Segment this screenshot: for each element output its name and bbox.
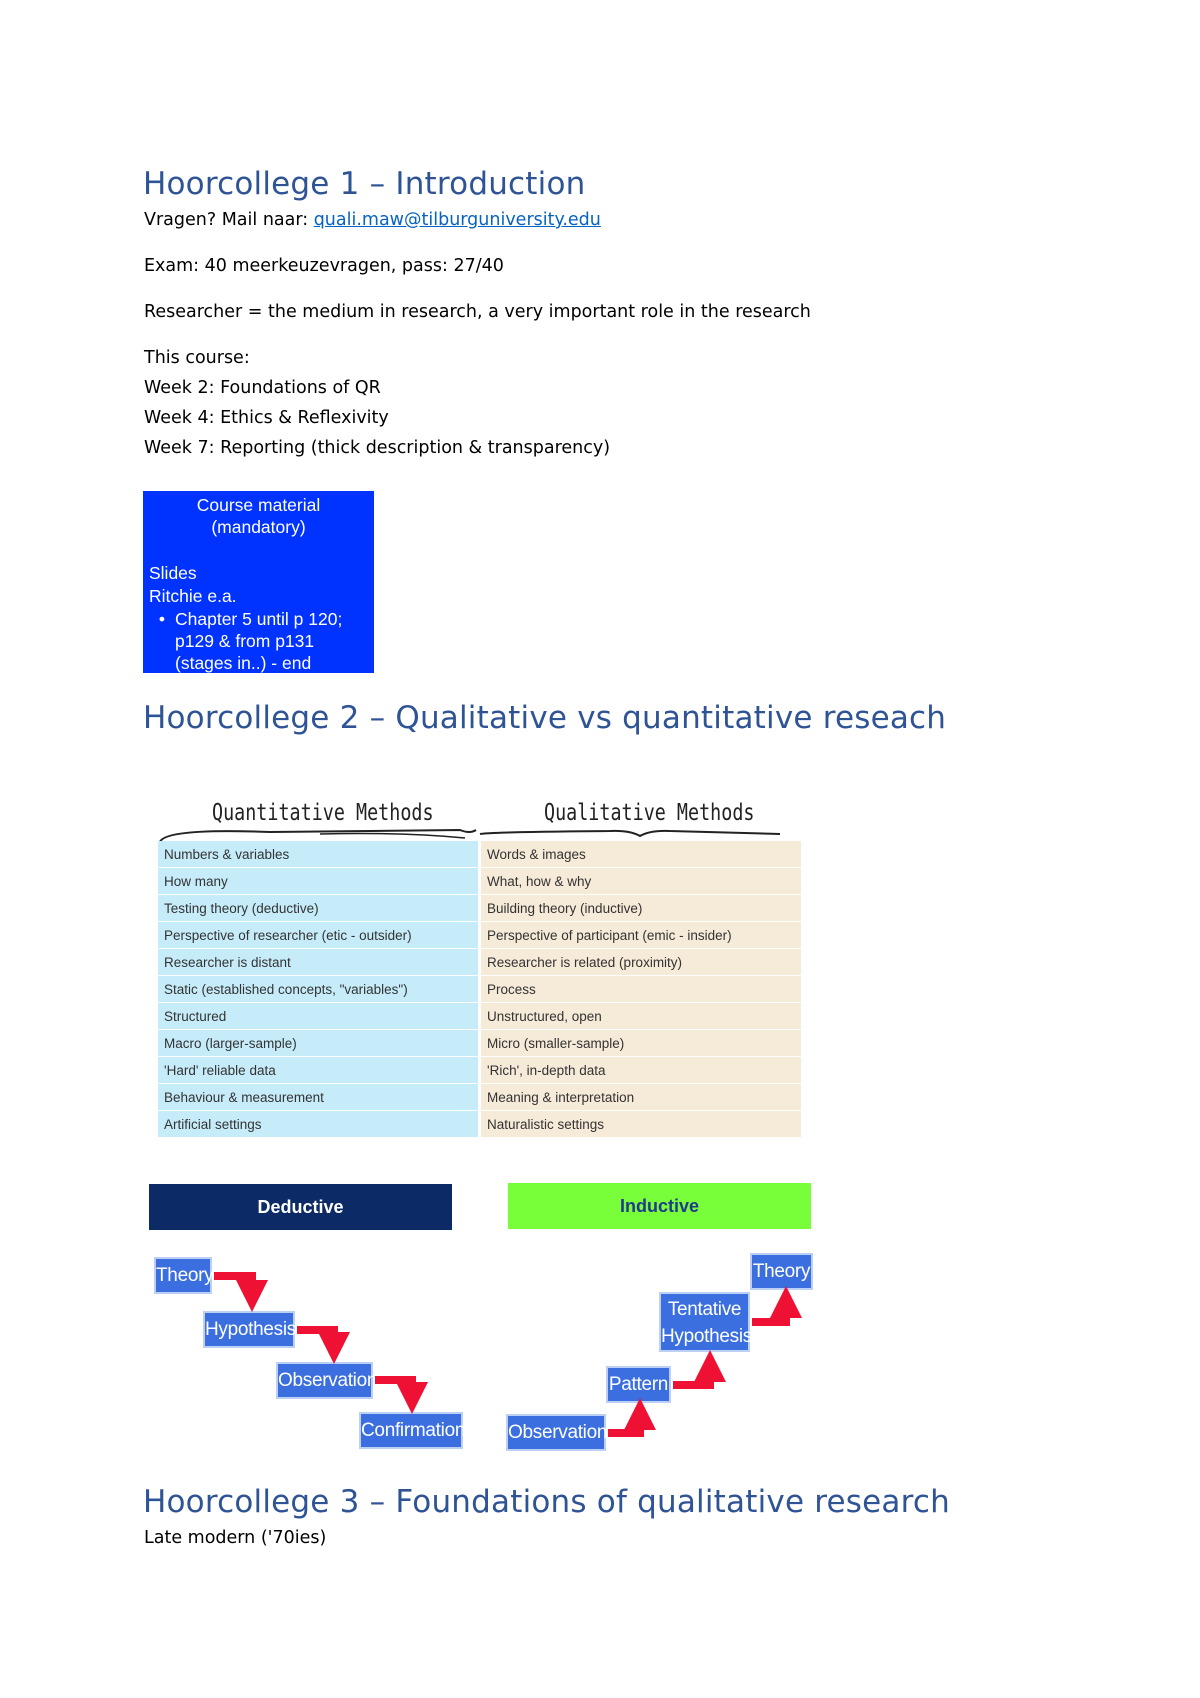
week-item: Week 2: Foundations of QR (144, 378, 381, 398)
qualitative-row: What, how & why (481, 868, 801, 895)
questions-prefix: Vragen? Mail naar: (144, 210, 314, 230)
inductive-header: Inductive (508, 1183, 811, 1229)
quantitative-row: Macro (larger-sample) (158, 1030, 478, 1057)
inductive-step-pattern: Pattern (606, 1366, 671, 1403)
chapter-text: Chapter 5 until p 120; (175, 609, 343, 629)
qualitative-row: 'Rich', in-depth data (481, 1057, 801, 1084)
quantitative-row: Behaviour & measurement (158, 1084, 478, 1111)
researcher-line: Researcher = the medium in research, a very important role in the research (144, 302, 811, 322)
quantitative-row: Structured (158, 1003, 478, 1030)
qualitative-row: Researcher is related (proximity) (481, 949, 801, 976)
heading-hoorcollege-1: Hoorcollege 1 – Introduction (143, 166, 586, 202)
email-link[interactable]: quali.maw@tilburguniversity.edu (313, 210, 601, 230)
slides-label: Slides (149, 563, 197, 583)
exam-line: Exam: 40 meerkeuzevragen, pass: 27/40 (144, 256, 504, 276)
qualitative-row: Process (481, 976, 801, 1003)
inductive-step-theory: Theory (750, 1253, 813, 1290)
arrow-up-right-icon (752, 1302, 786, 1322)
qualitative-row: Building theory (inductive) (481, 895, 801, 922)
quantitative-row: Numbers & variables (158, 841, 478, 868)
quantitative-row: How many (158, 868, 478, 895)
arrow-up-right-icon (608, 1414, 640, 1433)
quantitative-row: Researcher is distant (158, 949, 478, 976)
course-material-subtitle: (mandatory) (211, 517, 306, 537)
arrow-down-right-icon (297, 1330, 334, 1348)
qualitative-row: Unstructured, open (481, 1003, 801, 1030)
qualitative-row: Naturalistic settings (481, 1111, 801, 1138)
qualitative-methods-heading: Qualitative Methods (544, 800, 755, 826)
deductive-step-observation: Observation (276, 1362, 373, 1399)
quantitative-row: Testing theory (deductive) (158, 895, 478, 922)
deductive-step-hypothesis: Hypothesis (203, 1311, 295, 1348)
late-modern-line: Late modern ('70ies) (144, 1528, 327, 1548)
quantitative-row: Static (established concepts, "variables") (158, 976, 478, 1003)
course-intro: This course: (144, 348, 250, 368)
chapter-text: p129 & from p131 (175, 631, 315, 651)
inductive-step-tentative-hypothesis: Tentative Hypothesis (659, 1292, 750, 1352)
quantitative-row: Perspective of researcher (etic - outsider) (158, 922, 478, 949)
arrow-down-right-icon (214, 1276, 252, 1296)
qualitative-row: Micro (smaller-sample) (481, 1030, 801, 1057)
deductive-step-theory: Theory (154, 1257, 212, 1294)
heading-hoorcollege-3: Hoorcollege 3 – Foundations of qualitative research (143, 1484, 950, 1520)
qualitative-row: Words & images (481, 841, 801, 868)
arrow-up-right-icon (673, 1366, 710, 1385)
quantitative-row: 'Hard' reliable data (158, 1057, 478, 1084)
quantitative-row: Artificial settings (158, 1111, 478, 1138)
bullet-icon: • (158, 609, 166, 629)
week-item: Week 4: Ethics & Reflexivity (144, 408, 389, 428)
qualitative-row: Meaning & interpretation (481, 1084, 801, 1111)
deductive-header: Deductive (149, 1184, 452, 1230)
inductive-step-observation: Observation (506, 1414, 606, 1451)
arrow-down-right-icon (375, 1380, 412, 1398)
week-item: Week 7: Reporting (thick description & transparency) (144, 438, 611, 458)
heading-hoorcollege-2: Hoorcollege 2 – Qualitative vs quantitative reseach (143, 700, 947, 736)
chapter-text: (stages in..) - end (175, 653, 312, 673)
qualitative-row: Perspective of participant (emic - insider) (481, 922, 801, 949)
course-material-title: Course material (196, 495, 321, 515)
deductive-step-confirmation: Confirmation (359, 1412, 463, 1449)
quantitative-methods-heading: Quantitative Methods (212, 800, 434, 826)
ritchie-label: Ritchie e.a. (149, 586, 237, 606)
